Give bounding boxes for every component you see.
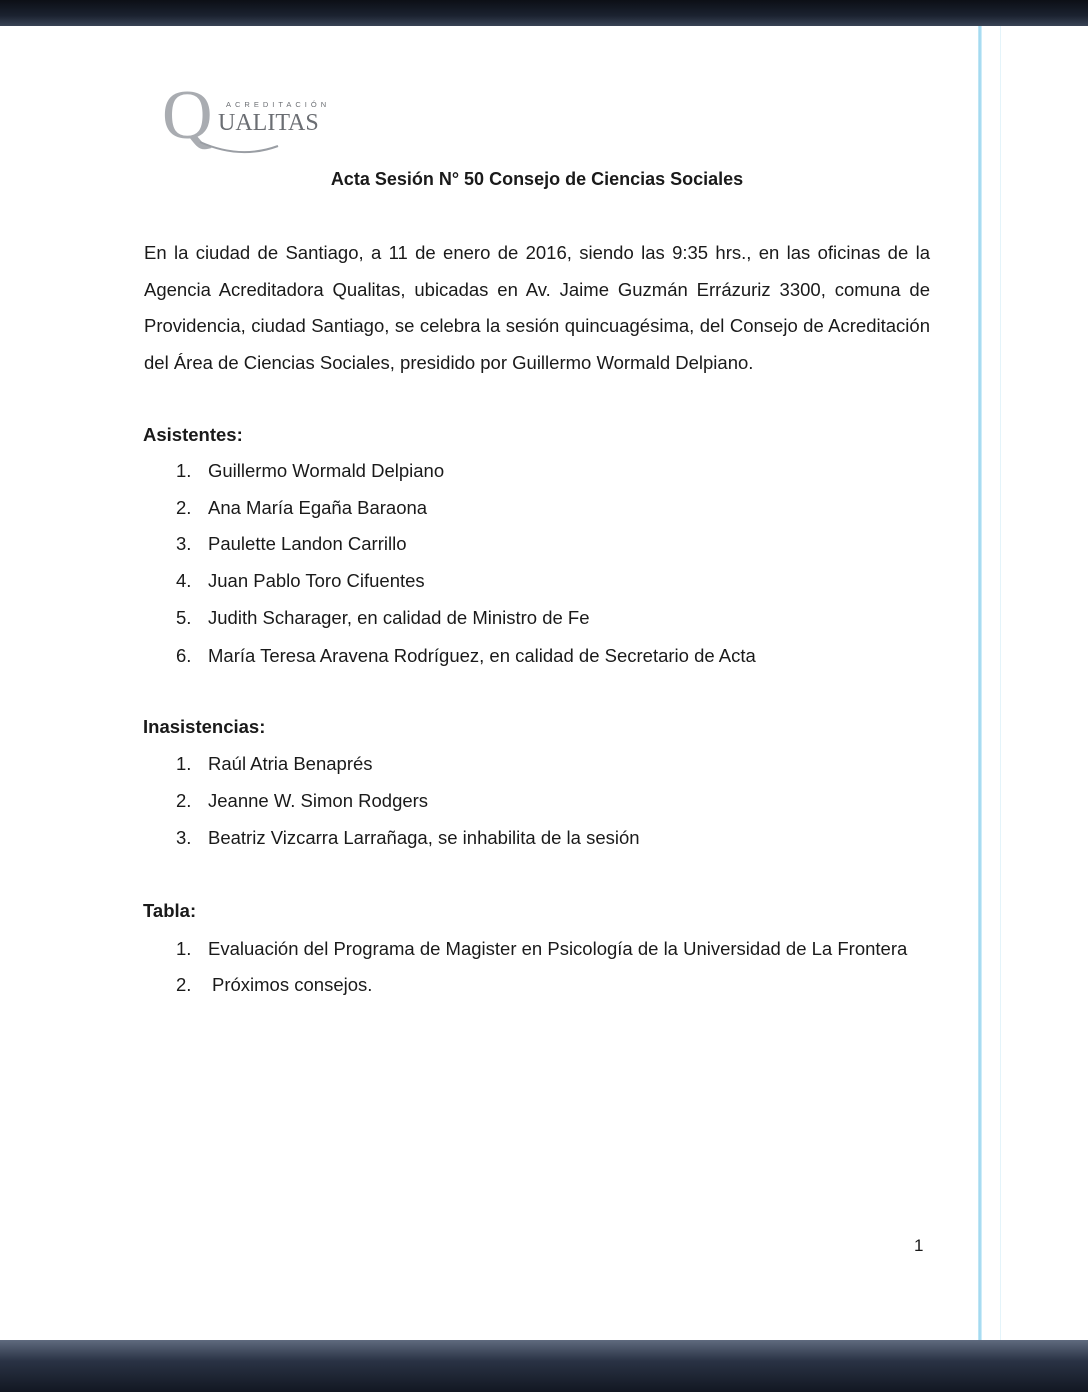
list-item: 1. Guillermo Wormald Delpiano [176, 460, 445, 481]
logo-bottom-text: UALITAS [218, 110, 319, 136]
list-item: 4. Juan Pablo Toro Cifuentes [176, 570, 425, 591]
list-item: 3. Paulette Landon Carrillo [176, 533, 407, 554]
logo-top-text: ACREDITACIÓN [226, 100, 331, 109]
scan-artifact-line-faint [1000, 26, 1001, 1340]
qualitas-logo [160, 80, 340, 156]
scan-border-top [0, 0, 1088, 26]
list-item: 2. Ana María Egaña Baraona [176, 497, 428, 518]
list-item: 2. Próximos consejos. [176, 974, 373, 995]
page-number: 1 [914, 1236, 924, 1255]
asistentes-heading: Asistentes: [143, 424, 243, 445]
list-item: 2. Jeanne W. Simon Rodgers [176, 790, 429, 811]
list-item: 1. Evaluación del Programa de Magister en Psicología de la Universidad de La Frontera [176, 938, 908, 959]
document-title: Acta Sesión N° 50 Consejo de Ciencias Sociales [330, 169, 744, 189]
tabla-heading: Tabla: [143, 900, 197, 921]
scan-artifact-line [978, 26, 982, 1340]
list-item: 1. Raúl Atria Benaprés [176, 753, 373, 774]
intro-paragraph: En la ciudad de Santiago, a 11 de enero de 2016, siendo las 9:35 hrs., en las oficinas de la Agencia Acreditadora Qualitas, ubicadas en Av. Jaime Guzmán Errázuriz 3300, comuna de Providencia, ciudad Santiago, se celebra la sesión quincuagésima, del Consejo de Acreditación del Área de Ciencias Sociales, presidido por Guillermo Wormald Delpiano. [144, 242, 930, 373]
scan-border-bottom [0, 1340, 1088, 1392]
inasistencias-heading: Inasistencias: [143, 716, 266, 737]
list-item: 3. Beatriz Vizcarra Larrañaga, se inhabilita de la sesión [176, 827, 640, 848]
list-item: 5. Judith Scharager, en calidad de Ministro de Fe [176, 607, 590, 628]
logo-letter-q: Q [162, 80, 213, 154]
list-item: 6. María Teresa Aravena Rodríguez, en calidad de Secretario de Acta [176, 645, 756, 666]
